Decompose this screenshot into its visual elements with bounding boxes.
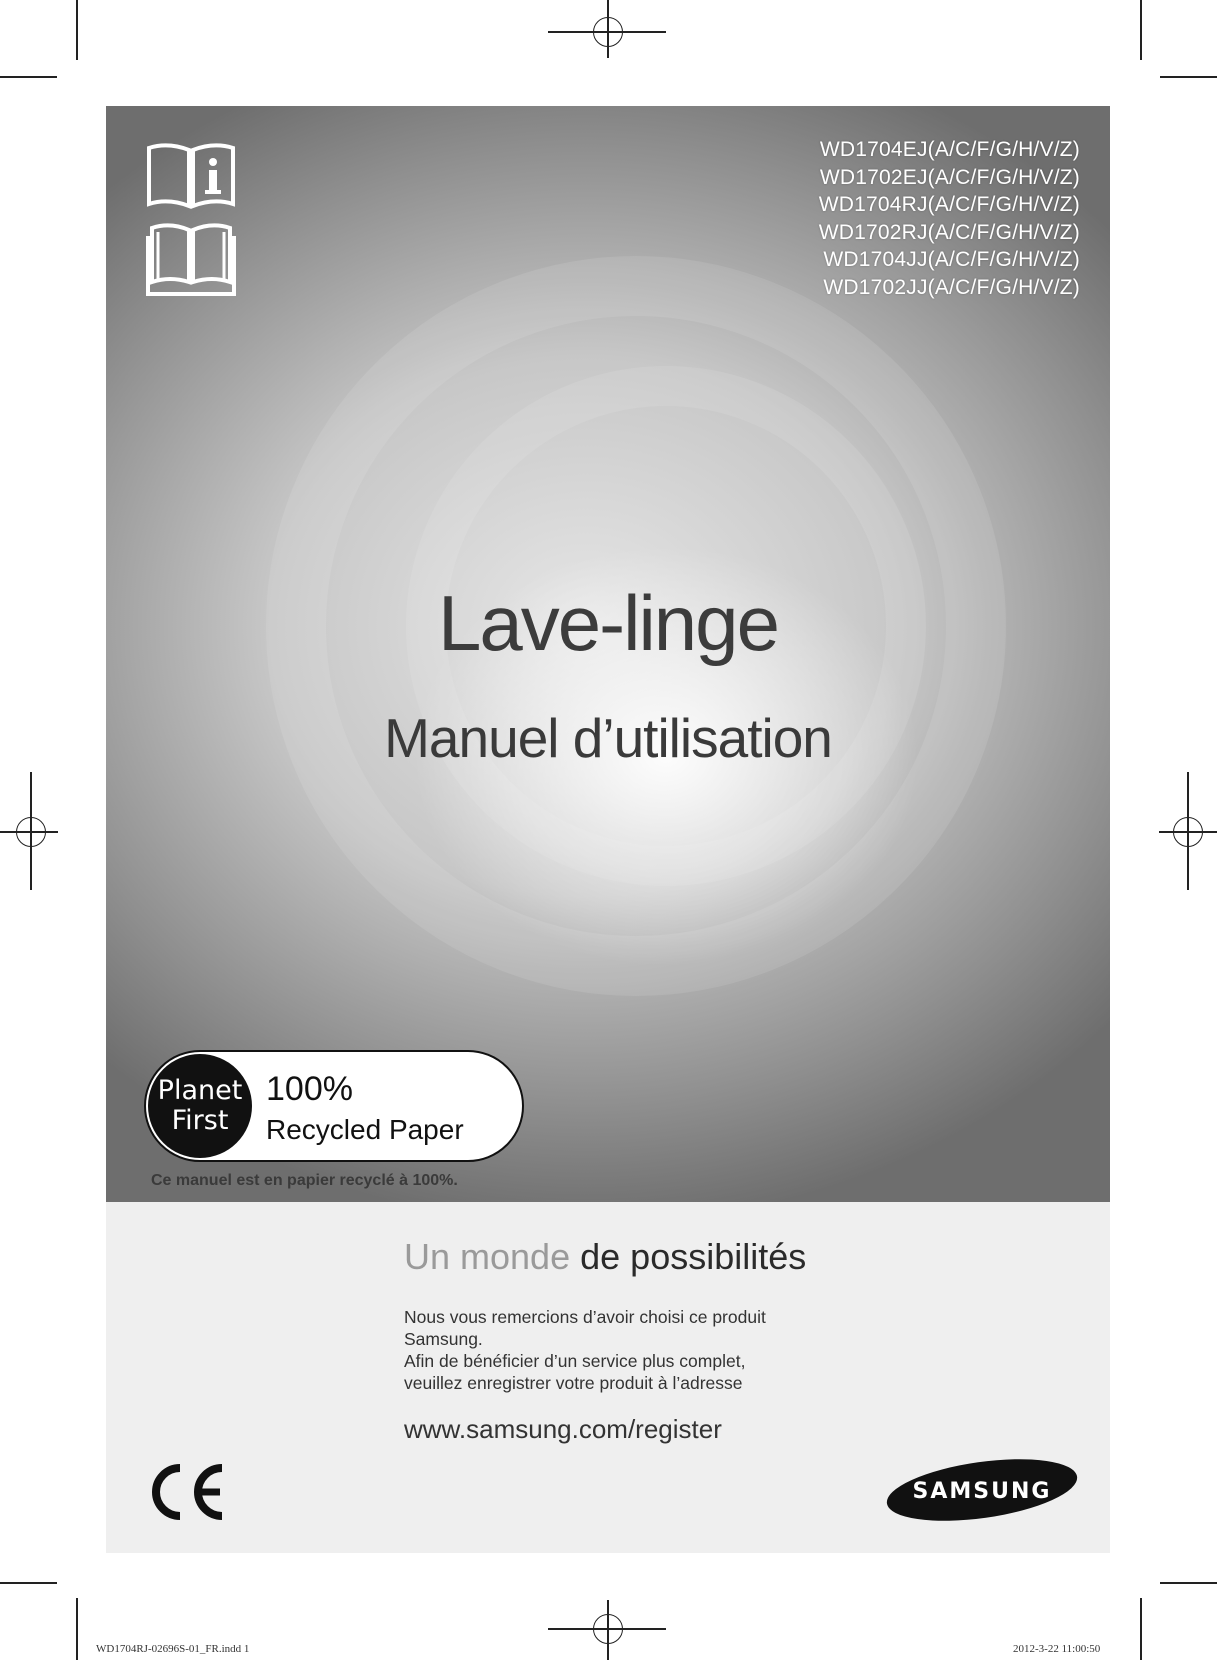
registration-circle [593, 1614, 623, 1644]
badge-text: Recycled Paper [266, 1114, 464, 1145]
footer-file-info: WD1704RJ-02696S-01_FR.indd 1 [96, 1643, 250, 1655]
samsung-wordmark: SAMSUNG [912, 1479, 1052, 1504]
crop-mark [0, 76, 57, 78]
lower-panel [106, 1202, 1110, 1553]
model-number: WD1704RJ(A/C/F/G/H/V/Z) [818, 193, 1080, 216]
tagline-part1: Un monde [404, 1236, 571, 1277]
badge-circle-line2: First [171, 1105, 229, 1136]
recycle-note: Ce manuel est en papier recyclé à 100%. [151, 1172, 458, 1189]
thanks-line: Nous vous remercions d’avoir choisi ce produit [404, 1307, 766, 1327]
model-number: WD1704EJ(A/C/F/G/H/V/Z) [819, 138, 1080, 161]
model-number: WD1704JJ(A/C/F/G/H/V/Z) [823, 248, 1080, 271]
open-book-icon [146, 222, 236, 298]
product-title: Lave-linge [438, 579, 778, 667]
manual-subtitle: Manuel d’utilisation [384, 707, 832, 769]
model-list [819, 136, 1080, 301]
tagline [404, 1236, 806, 1278]
model-number: WD1702EJ(A/C/F/G/H/V/Z) [819, 165, 1080, 189]
badge-circle-line1: Planet [157, 1075, 243, 1106]
planet-first-badge [144, 1050, 524, 1162]
thanks-line: Afin de bénéficier d’un service plus complet, [404, 1351, 746, 1371]
badge-percent: 100% [266, 1070, 353, 1108]
thanks-line: Samsung. [404, 1329, 483, 1349]
samsung-logo [884, 1456, 1080, 1524]
thanks-text [404, 1306, 824, 1394]
registration-circle [593, 17, 623, 47]
thanks-line: veuillez enregistrer votre produit à l’adresse [404, 1373, 743, 1393]
footer-timestamp: 2012-3-22 11:00:50 [1013, 1643, 1101, 1655]
crop-mark [76, 0, 78, 60]
tagline-part2: de possibilités [580, 1236, 807, 1277]
register-url[interactable]: www.samsung.com/register [404, 1414, 722, 1444]
planet-first-logo [148, 1054, 252, 1158]
model-number: WD1702RJ(A/C/F/G/H/V/Z) [818, 220, 1080, 244]
cover-panel [106, 106, 1110, 1202]
crop-mark [76, 1598, 78, 1660]
crop-mark [1160, 1582, 1217, 1584]
ce-mark-icon [144, 1460, 228, 1524]
registration-circle [1173, 817, 1203, 847]
model-number: WD1702JJ(A/C/F/G/H/V/Z) [823, 275, 1080, 299]
crop-mark [1140, 0, 1142, 60]
registration-circle [16, 817, 46, 847]
crop-mark [0, 1582, 57, 1584]
crop-mark [1140, 1598, 1142, 1660]
crop-mark [1160, 76, 1217, 78]
info-book-icon [146, 140, 236, 210]
